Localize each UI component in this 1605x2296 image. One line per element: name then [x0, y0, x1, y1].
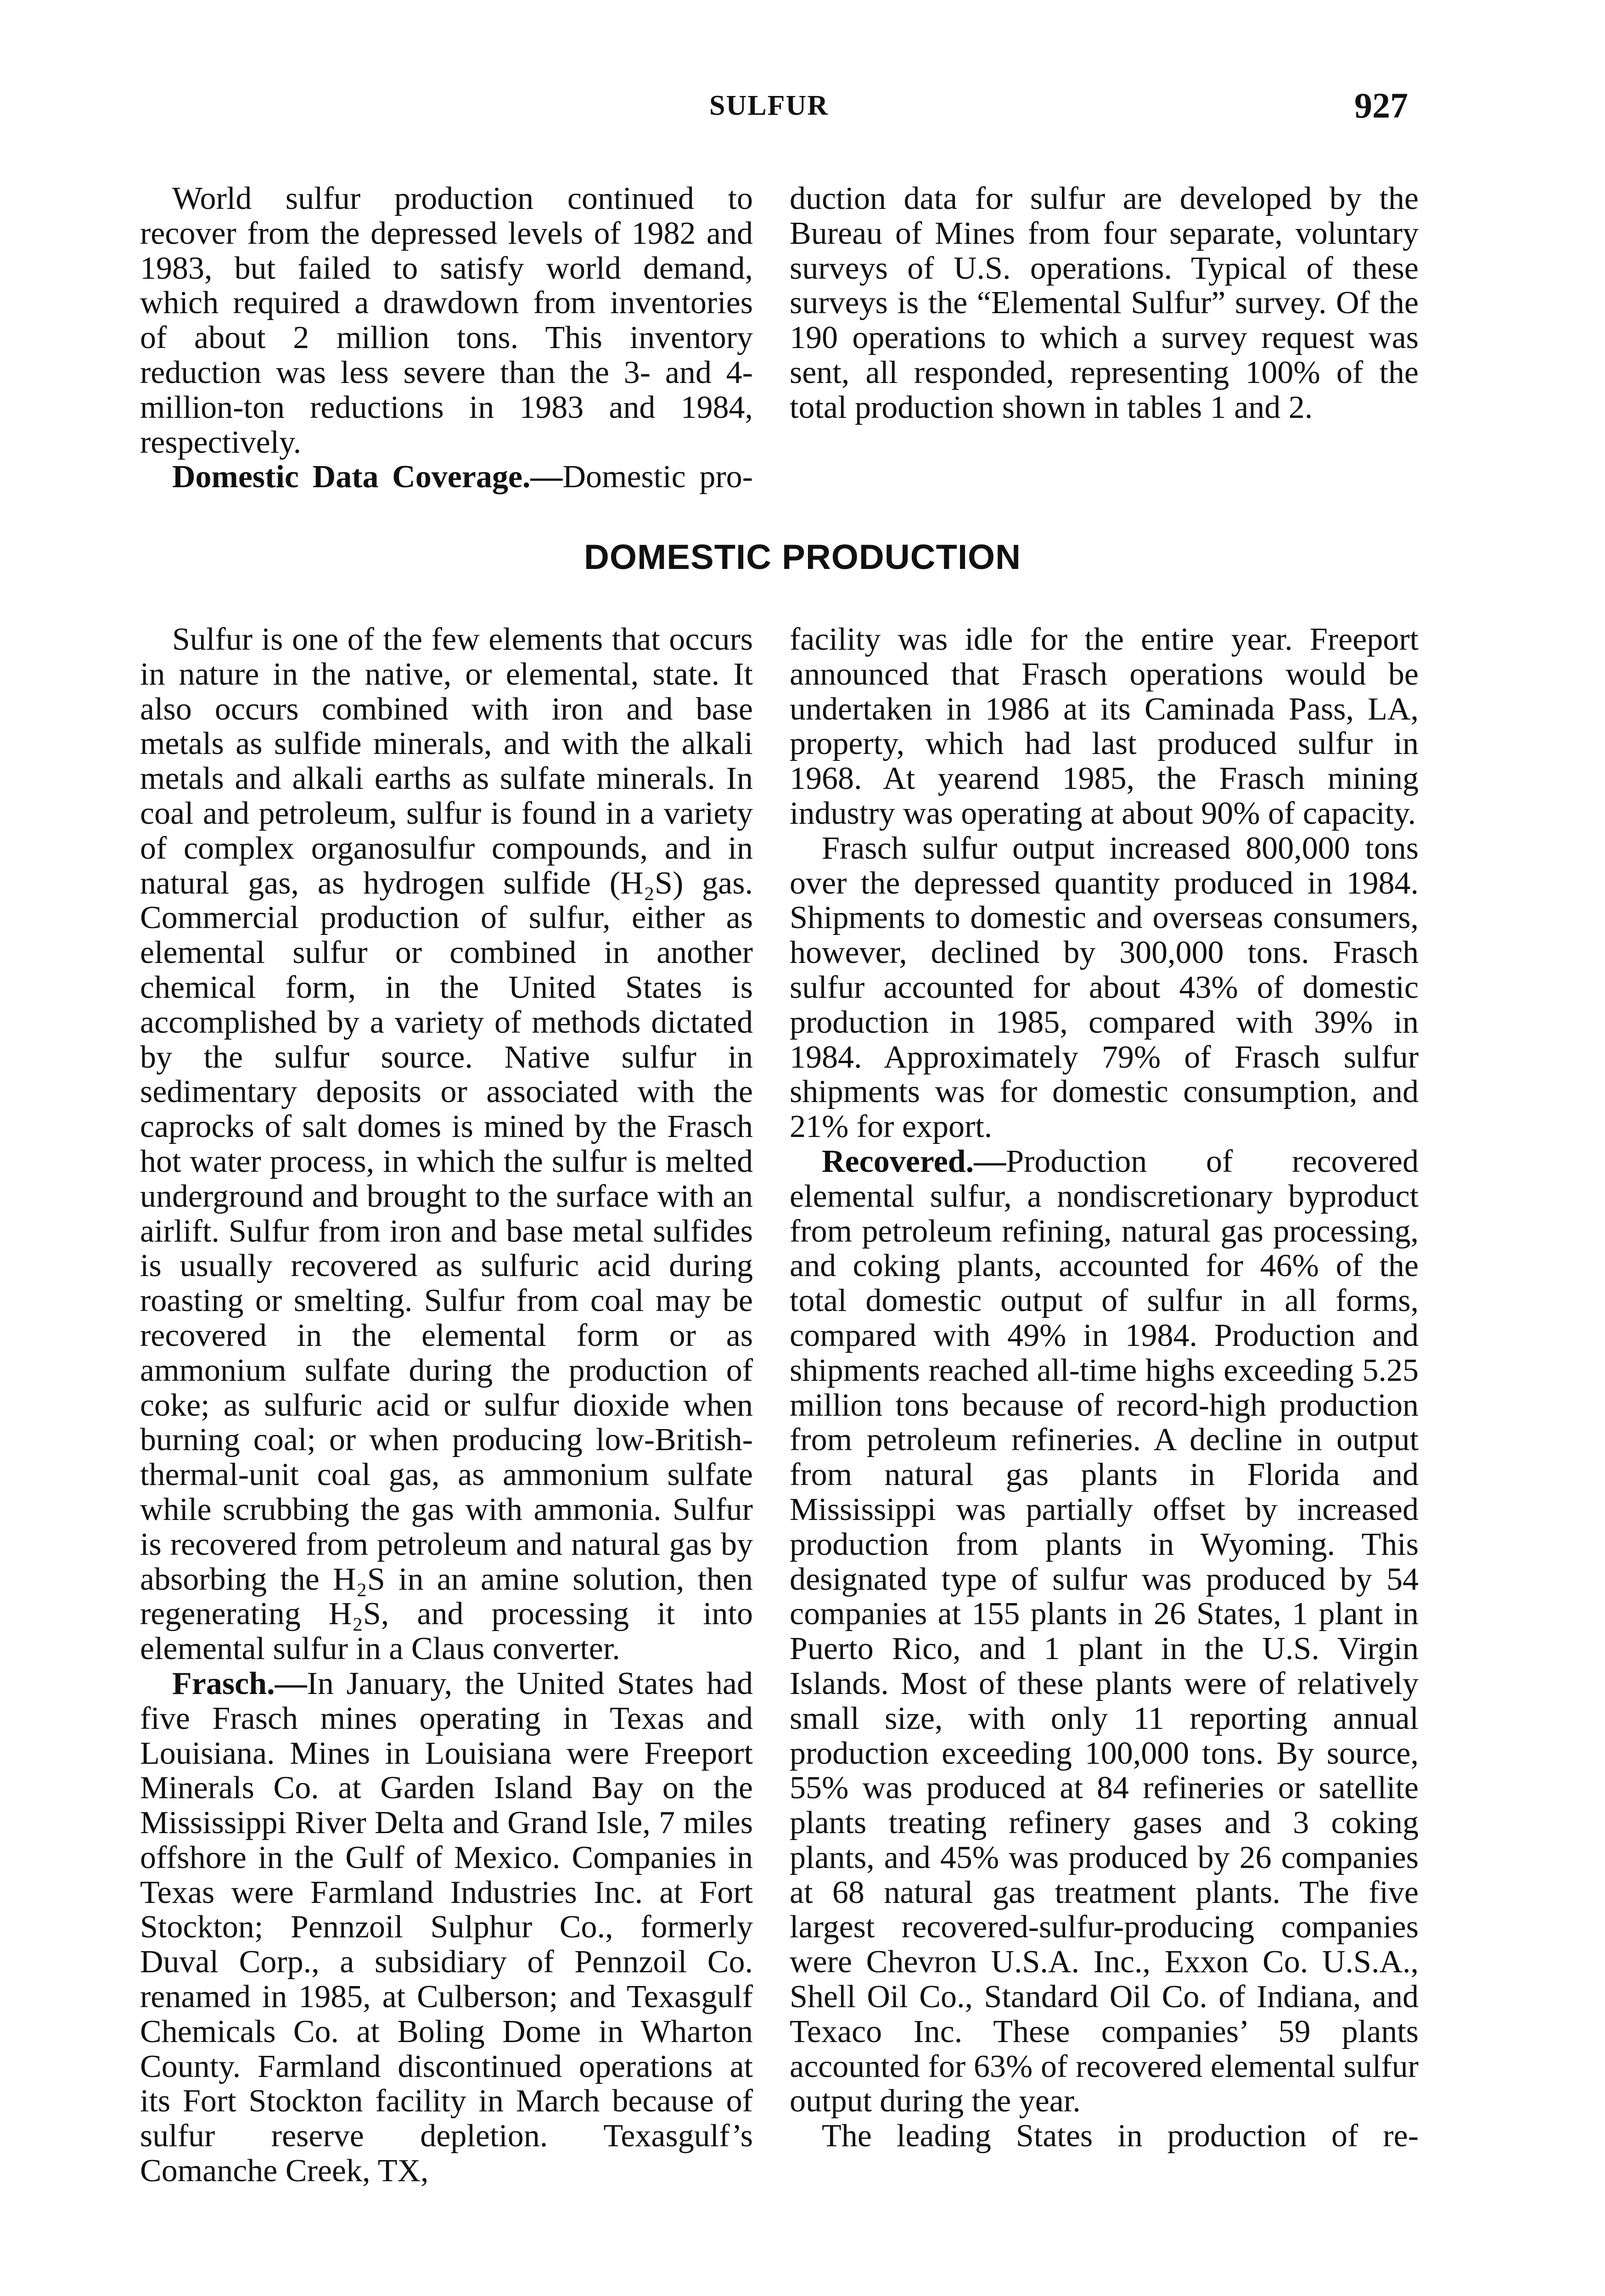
sulfur-occurrence-paragraph: Sulfur is one of the few elements that occurs in nature in the native, or elemental, state. It also occurs combined with iron and base metals as sulfide minerals, and with the alkali metals and alkali earths as sulfate minerals. In coal and petroleum, sulfur is found in a variety of complex organosulfur compounds, and in natural gas, as hydrogen sulfide (H₂S) gas. Commercial production of sulfur, either as elemental sulfur or combined in another chemical form, in the United States is accomplished by a variety of methods dictated by the sulfur source. Native sulfur in sedimentary deposits or associated with the caprocks of salt domes is mined by the Frasch hot water process, in which the sulfur is melted underground and brought to the surface with an airlift. Sulfur from iron and base metal sulfides is usually recovered as sulfuric acid during roasting or smelting. Sulfur from coal may be recovered in the elemental form or as ammonium sulfate during the production of coke; as sulfuric acid or sulfur dioxide when burning coal; or when producing low-British-thermal-unit coal gas, as ammonium sulfate while scrubbing the gas with ammonia. Sulfur is recovered from petroleum and natural gas by absorbing the H₂S in an amine solution, then regenerating H₂S, and processing it into elemental sulfur in a Claus converter.	[140, 622, 753, 1667]
frasch-text-start: In January, the United States had five Frasch mines operating in Texas and Louisiana. Mines in Louisiana were Freeport Minerals Co. at Garden Island Bay on the Mississippi River Delta and Grand Isle, 7 miles offshore in the Gulf of Mexico. Companies in Texas were Farmland Industries Inc. at Fort Stockton; Pennzoil Sulphur Co., formerly Duval Corp., a subsidiary of Pennzoil Co. renamed in 1985, at Culberson; and Texasgulf Chemicals Co. at Boling Dome in Wharton County. Farmland discontinued operations at its Fort Stockton facility in March because of sulfur reserve depletion. Texasgulf’s Comanche Creek, TX,	[140, 1666, 753, 2189]
frasch-output-paragraph: Frasch sulfur output increased 800,000 tons over the depressed quantity produced in 1984. Shipments to domestic and overseas consumers, however, declined by 300,000 tons. Frasch sulfur accounted for about 43% of domestic production in 1985, compared with 39% in 1984. Approximately 79% of Frasch sulfur shipments was for domestic consumption, and 21% for export.	[790, 830, 1419, 1145]
running-head: SULFUR	[709, 90, 829, 121]
section-heading: DOMESTIC PRODUCTION	[584, 538, 1021, 577]
recovered-run-in-heading: Recovered.—	[822, 1143, 1006, 1179]
coverage-run-in-heading: Domestic Data Coverage.—	[172, 459, 563, 495]
coverage-text-start: Domestic pro-	[562, 459, 753, 495]
body-left-column	[140, 622, 753, 2189]
intro-left-column	[140, 181, 753, 495]
intro-right-column	[790, 181, 1419, 425]
frasch-paragraph-continued: facility was idle for the entire year. Freeport announced that Frasch operations would be undertaken in 1986 at its Caminada Pass, LA, property, which had last produced sulfur in 1968. At yearend 1985, the Frasch mining industry was operating at about 90% of capacity.	[790, 622, 1419, 831]
page-number: 927	[1354, 85, 1408, 125]
frasch-run-in-heading: Frasch.—	[172, 1666, 307, 1701]
coverage-paragraph-continued: duction data for sulfur are developed by the Bureau of Mines from four separate, voluntary surveys of U.S. operations. Typical of these surveys is the “Elemental Sulfur” survey. Of the 190 operations to which a survey request was sent, all responded, representing 100% of the total production shown in tables 1 and 2.	[790, 181, 1419, 425]
leading-states-paragraph: The leading States in production of re-	[822, 2118, 1419, 2154]
intro-paragraph: World sulfur production continued to recover from the depressed levels of 1982 and 1983, but failed to satisfy world demand, which required a drawdown from inventories of about 2 million tons. This inventory reduction was less severe than the 3- and 4-million-ton reductions in 1983 and 1984, respectively.	[140, 181, 753, 460]
coverage-paragraph-start	[140, 460, 753, 495]
frasch-paragraph-start	[140, 1666, 753, 2189]
recovered-text: Production of recovered elemental sulfur, a nondiscretionary byproduct from petroleum refining, natural gas processing, and coking plants, accounted for 46% of the total domestic output of sulfur in all forms, compared with 49% in 1984. Production and shipments reached all-time highs exceeding 5.25 million tons because of record-high production from petroleum refineries. A decline in output from natural gas plants in Florida and Mississippi was partially offset by increased production from plants in Wyoming. This designated type of sulfur was produced by 54 companies at 155 plants in 26 States, 1 plant in Puerto Rico, and 1 plant in the U.S. Virgin Islands. Most of these plants were of relatively small size, with only 11 reporting annual production exceeding 100,000 tons. By source, 55% was produced at 84 refineries or satellite plants treating refinery gases and 3 coking plants, and 45% was produced by 26 companies at 68 natural gas treatment plants. The five largest recovered-sulfur-producing companies were Chevron U.S.A. Inc., Exxon Co. U.S.A., Shell Oil Co., Standard Oil Co. of Indiana, and Texaco Inc. These companies’ 59 plants accounted for 63% of recovered elemental sulfur output during the year.	[790, 1143, 1419, 2119]
recovered-paragraph	[790, 1144, 1419, 2119]
body-right-column	[790, 622, 1419, 2154]
